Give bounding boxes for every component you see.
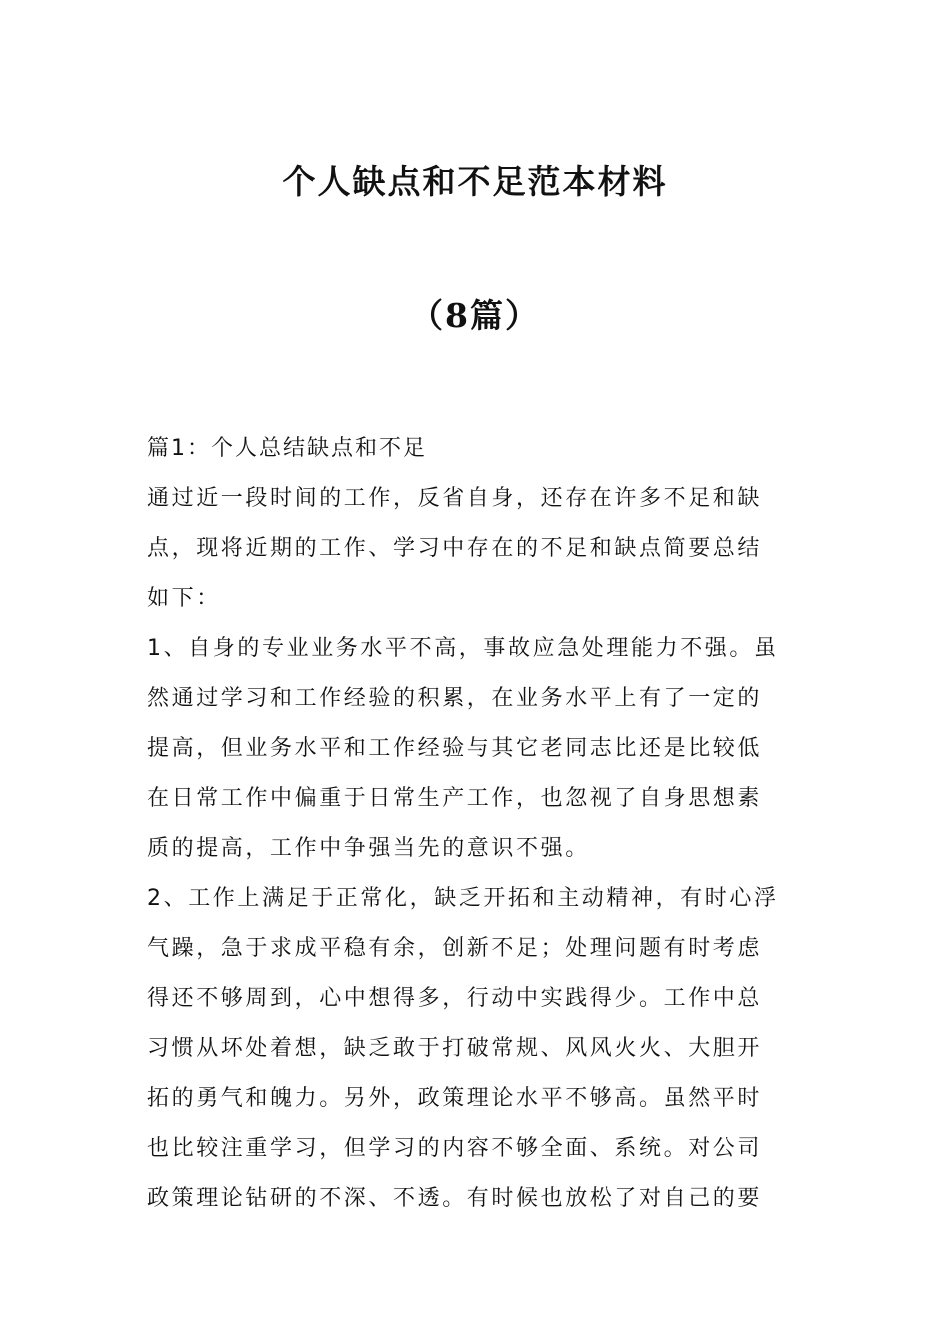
paragraph-line: 如下： xyxy=(147,586,221,611)
paragraph-line: 2、工作上满足于正常化，缺乏开拓和主动精神，有时心浮 xyxy=(147,886,779,911)
paragraph-line: 习惯从坏处着想，缺乏敢于打破常规、风风火火、大胆开 xyxy=(147,1036,763,1061)
paragraph-line: 然通过学习和工作经验的积累，在业务水平上有了一定的 xyxy=(147,686,763,711)
document-title: 个人缺点和不足范本材料 xyxy=(282,162,668,201)
paragraph-line: 通过近一段时间的工作，反省自身，还存在许多不足和缺 xyxy=(147,486,763,511)
paragraph-line: 也比较注重学习，但学习的内容不够全面、系统。对公司 xyxy=(147,1136,763,1161)
paragraph-line: 在日常工作中偏重于日常生产工作，也忽视了自身思想素 xyxy=(147,786,763,811)
section-heading: 篇1：个人总结缺点和不足 xyxy=(147,436,427,461)
paragraph-line: 政策理论钻研的不深、不透。有时候也放松了对自己的要 xyxy=(147,1186,763,1211)
paragraph-line: 提高，但业务水平和工作经验与其它老同志比还是比较低 xyxy=(147,736,763,761)
paragraph-line: 1、自身的专业业务水平不高，事故应急处理能力不强。虽 xyxy=(147,636,779,661)
document-body xyxy=(147,424,807,1224)
paragraph-line: 质的提高，工作中争强当先的意识不强。 xyxy=(147,836,590,861)
document-subtitle: （8篇） xyxy=(410,296,540,335)
paragraph-line: 拓的勇气和魄力。另外，政策理论水平不够高。虽然平时 xyxy=(147,1086,763,1111)
paragraph-line: 气躁，急于求成平稳有余，创新不足；处理问题有时考虑 xyxy=(147,936,763,961)
paragraph-line: 点，现将近期的工作、学习中存在的不足和缺点简要总结 xyxy=(147,536,763,561)
paragraph-line: 得还不够周到，心中想得多，行动中实践得少。工作中总 xyxy=(147,986,763,1011)
